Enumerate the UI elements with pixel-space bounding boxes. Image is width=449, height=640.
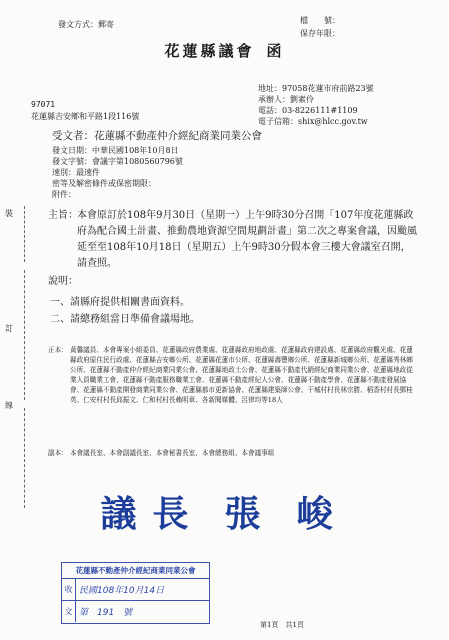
doc-type: 函 [266,42,285,60]
signature-title: 議長 [100,493,205,535]
sender-address: 地址：97058花蓮市府前路23號 [258,84,374,93]
subject-label: 主旨： [48,210,78,221]
side-mark-bind: 裝 [5,209,13,218]
sender-contact: 承辦人：劉素伶 [258,95,314,104]
binding-line-upper [24,206,25,262]
send-method: 發文方式：郵寄 [58,20,114,29]
org-name: 花蓮縣議會 [164,42,255,60]
recipient-postcode: 97071 [31,100,56,109]
binding-line-middle [24,270,25,400]
page-number: 第1頁 共1頁 [260,621,304,629]
stamp-received-tag: 收 [62,579,76,600]
document-title [0,40,449,61]
attachments: 附件： [52,190,76,199]
signature-name-1: 張 [224,493,277,535]
main-recipients-label: 正本： [48,346,68,354]
recipient: 受文者：花蓮縣不動產仲介經紀商業同業公會 [52,130,262,142]
stamp-row-received [62,579,209,600]
stamp-number-tag: 文 [62,601,76,622]
issue-number: 發文字號：會議字第1080560796號 [52,157,183,166]
urgency: 速別：最速件 [52,168,100,177]
signature-name-2: 峻 [296,493,349,535]
received-stamp [61,562,210,624]
secrecy: 密等及解密條件或保密期限： [52,179,156,188]
cc-label: 副本： [48,449,68,457]
side-mark-line: 線 [5,401,13,410]
stamp-number-value: 第 191 號 [79,608,133,618]
explanation-item-2: 二、請總務組當日準備會議場地。 [50,314,200,325]
cc-text: 本會議長室、本會副議長室、本會秘書長室、本會總務組、本會議事組 [70,449,275,457]
stamp-header: 花蓮縣不動產仲介經紀商業同業公會 [62,563,209,579]
file-number-label: 檔 號： [300,16,340,25]
signature [0,486,449,537]
stamp-received-date: 民國108年10月14日 [79,586,165,596]
sender-email: 電子信箱：shix@hlcc.gov.tw [258,117,368,126]
stamp-row-number [62,600,209,622]
side-mark-staple: 訂 [5,324,13,333]
explanation-item-1: 一、請縣府提供相關書面資料。 [50,297,190,308]
subject-text: 本會原訂於108年9月30日（星期一）上午9時30分召開「107年度花蓮縣政府為配合國土計畫、推動農地資源空間規劃計畫」第二次之專案會議，因颱風延至至108年10月18日（星期五）上午9時30分假本會三樓大會議室召開，請查照。 [77,210,417,269]
recipient-address: 花蓮縣吉安鄉和平路1段116號 [31,112,140,121]
issue-date: 發文日期：中華民國108年10月8日 [52,146,179,155]
explanation-label: 說明： [48,276,78,287]
sender-phone: 電話：03-8226111#1109 [258,106,358,115]
retention-label: 保存年限： [300,29,340,38]
main-recipients-text: 黃馨議員、本會專案小組委員、花蓮縣政府農業處、花蓮縣政府地政處、花蓮縣政府建設處、花蓮縣政府觀光處、花蓮縣政府原住民行政處、花蓮縣吉安鄉公所、花蓮縣花蓮市公所、花蓮縣壽豐鄉公所、花蓮縣新城鄉公所、花蓮縣秀林鄉公所、花蓮縣不動產仲介經紀商業同業公會、花蓮縣地政士公會、花蓮縣不動產代銷經紀商業同業公會、花蓮縣地政從業人員職業工會、花蓮縣不動產服務職業工會、花蓮縣不動產經紀人公會、花蓮縣不動產學會、花蓮縣不動產發展協會、花蓮縣不動產開發商業同業公會、花蓮縣都市更新協會、花蓮縣建築師公會、干城村村長林宗勝、稻香村村長鄧桂英、仁安村村長邱振文、仁和村村長賴明章、各新聞媒體、呂律均等18人 [70,346,413,404]
